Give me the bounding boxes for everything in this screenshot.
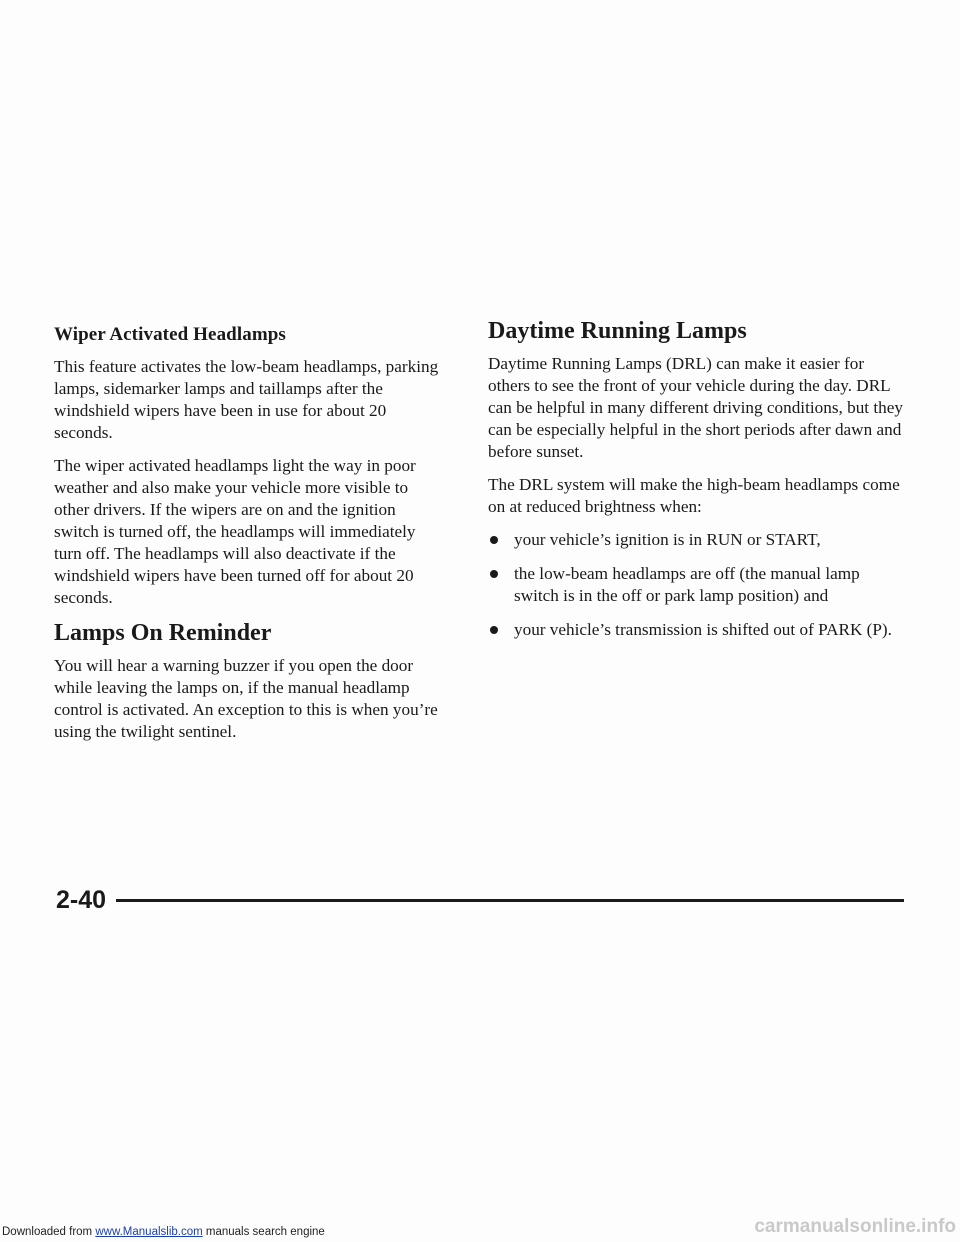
bullet-icon (490, 626, 498, 634)
reminder-paragraph: You will hear a warning buzzer if you open the door while leaving the lamps on, if the manual headlamp control is activated. An exception to this is when you’re using the twilight sentinel. (54, 656, 438, 741)
bullet-icon (490, 536, 498, 544)
right-column (488, 318, 908, 653)
list-item (488, 529, 908, 551)
wiper-activated-headlamps-heading: Wiper Activated Headlamps (54, 324, 286, 345)
manualslib-link[interactable]: www.Manualslib.com (95, 1226, 203, 1238)
wiper-paragraph-2: The wiper activated headlamps light the way in poor weather and also make your vehicle more visible to other drivers. If the wipers are on and the ignition switch is turned off, the headlamps will immediately turn off. The headlamps will also deactivate if the windshield wipers have been turned off for about 20 seconds. (54, 456, 416, 607)
drl-conditions-list (488, 529, 908, 641)
drl-paragraph-1: Daytime Running Lamps (DRL) can make it easier for others to see the front of your vehicle during the day. DRL can be helpful in many different driving conditions, but they can be especially helpful in the short periods after dawn and before sunset. (488, 354, 903, 461)
wiper-paragraph-1: This feature activates the low-beam headlamps, parking lamps, sidemarker lamps and taillamps after the windshield wipers have been in use for about 20 seconds. (54, 357, 439, 442)
lamps-on-reminder-heading: Lamps On Reminder (54, 620, 272, 646)
download-footer (2, 1226, 325, 1238)
footer-prefix: Downloaded from (2, 1226, 96, 1238)
list-item-text: your vehicle’s transmission is shifted out of PARK (P). (514, 620, 892, 639)
list-item-text: your vehicle’s ignition is in RUN or START, (514, 530, 821, 549)
bullet-icon (490, 570, 498, 578)
left-column (54, 318, 439, 754)
list-item (488, 619, 908, 641)
daytime-running-lamps-heading: Daytime Running Lamps (488, 318, 747, 344)
watermark-logo: carmanualsonline.info (754, 1216, 956, 1237)
list-item-text: the low-beam headlamps are off (the manual lamp switch is in the off or park lamp position) and (514, 564, 860, 605)
page-number: 2-40 (56, 886, 107, 914)
footer-suffix: manuals search engine (202, 1226, 325, 1238)
drl-paragraph-2: The DRL system will make the high-beam headlamps come on at reduced brightness when: (488, 475, 900, 516)
page-rule-divider (116, 899, 904, 902)
list-item (488, 563, 908, 607)
